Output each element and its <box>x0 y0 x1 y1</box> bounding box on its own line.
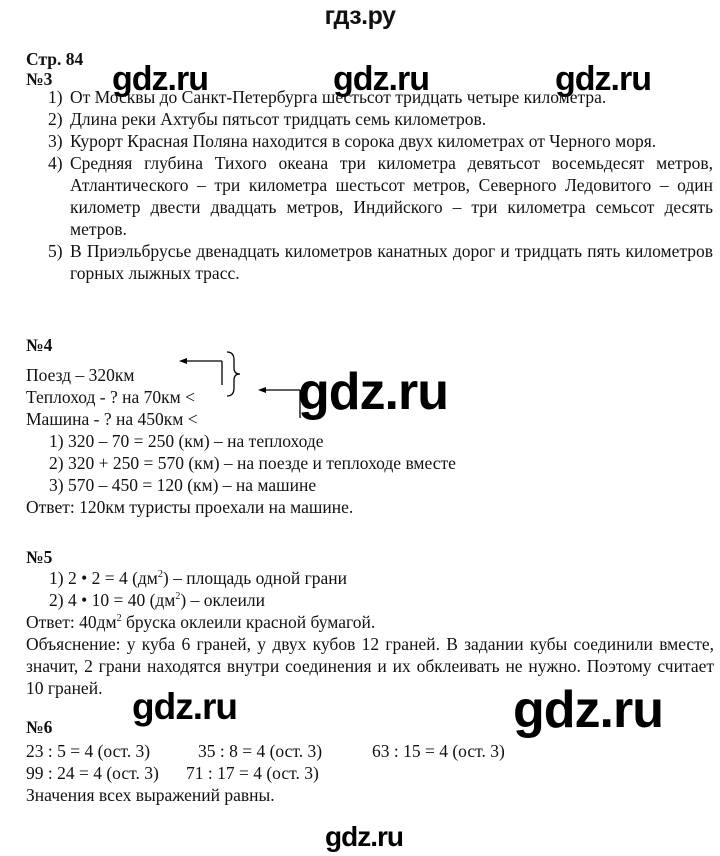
item-number: 3) <box>48 131 63 151</box>
step-text: 1) 2 • 2 = 4 (дм <box>49 568 158 588</box>
item-number: 4) <box>48 153 63 173</box>
task4-title: №4 <box>26 335 53 355</box>
expression: 99 : 24 = 4 (ост. 3) <box>26 763 159 783</box>
superscript: 2 <box>116 613 122 625</box>
item-text: От Москвы до Санкт-Петербурга шестьсот тридцать четыре километра. <box>70 87 607 107</box>
expression: 71 : 17 = 4 (ост. 3) <box>186 763 319 783</box>
explanation: Объяснение: у куба 6 граней, у двух кубов 12 граней. В задании кубы соединили вместе, значит, 2 грани находятся внутри соединения и их обклеивать не нужно. Поэтому считает 10 граней. <box>26 634 714 698</box>
watermark: gdz.ru <box>132 686 237 727</box>
item-number: 2) <box>48 109 63 129</box>
answer-text: бруска оклеили красной бумагой. <box>121 612 376 632</box>
step-text: 2) 4 • 10 = 40 (дм <box>49 590 176 610</box>
task3-title: №3 <box>26 69 53 89</box>
watermark: gdz.ru <box>513 681 663 739</box>
item-text: Курорт Красная Поляна находится в сорока двух километрах от Черного моря. <box>70 131 657 151</box>
site-title: гдз.ру <box>324 2 396 30</box>
conclusion: Значения всех выражений равны. <box>26 785 275 805</box>
superscript: 2 <box>157 569 163 581</box>
condition-line: Теплоход - ? на 70км < <box>26 387 195 407</box>
expression: 63 : 15 = 4 (ост. 3) <box>372 741 505 761</box>
step-text: ) – площадь одной грани <box>162 568 347 588</box>
answer-text: Ответ: 40дм <box>26 612 117 632</box>
watermark: gdz.ru <box>555 60 651 98</box>
task6-title: №6 <box>26 717 53 737</box>
condition-line: Поезд – 320км <box>26 365 135 385</box>
item-text: Длина реки Ахтубы пятьсот тридцать семь километров. <box>70 109 487 129</box>
answer: Ответ: 120км туристы проехали на машине. <box>26 497 354 517</box>
solution-step: 1) 320 – 70 = 250 (км) – на теплоходе <box>49 431 324 451</box>
solution-step: 2) 320 + 250 = 570 (км) – на поезде и теплоходе вместе <box>49 453 456 473</box>
solution-step: 3) 570 – 450 = 120 (км) – на машине <box>49 475 317 495</box>
expression: 23 : 5 = 4 (ост. 3) <box>26 741 151 761</box>
watermark: gdz.ru <box>112 60 208 98</box>
expression: 35 : 8 = 4 (ост. 3) <box>198 741 323 761</box>
solution-step <box>49 589 265 611</box>
item-text: Средняя глубина Тихого океана три километра девятьсот восемьдесят метров, Атлантического – три километра шестьсот метров, Северного Ледовитого – один километр двести двадцать метров, Индийского – три километра семьсот десять метров. <box>70 153 713 239</box>
superscript: 2 <box>175 591 181 603</box>
step-text: ) – оклеили <box>180 590 265 610</box>
watermark: gdz.ru <box>333 60 429 98</box>
solution-step <box>49 567 347 589</box>
condition-line: Машина - ? на 450км < <box>26 409 198 429</box>
page-label: Стр. 84 <box>26 49 84 69</box>
item-number: 5) <box>48 241 63 261</box>
watermark: gdz.ru <box>298 363 448 421</box>
item-text: В Приэльбрусье двенадцать километров канатных дорог и тридцать пять километров горных лыжных трасс. <box>70 241 713 283</box>
watermark: gdz.ru <box>325 821 403 852</box>
answer <box>26 611 375 633</box>
item-number: 1) <box>48 87 63 107</box>
task5-title: №5 <box>26 547 53 567</box>
